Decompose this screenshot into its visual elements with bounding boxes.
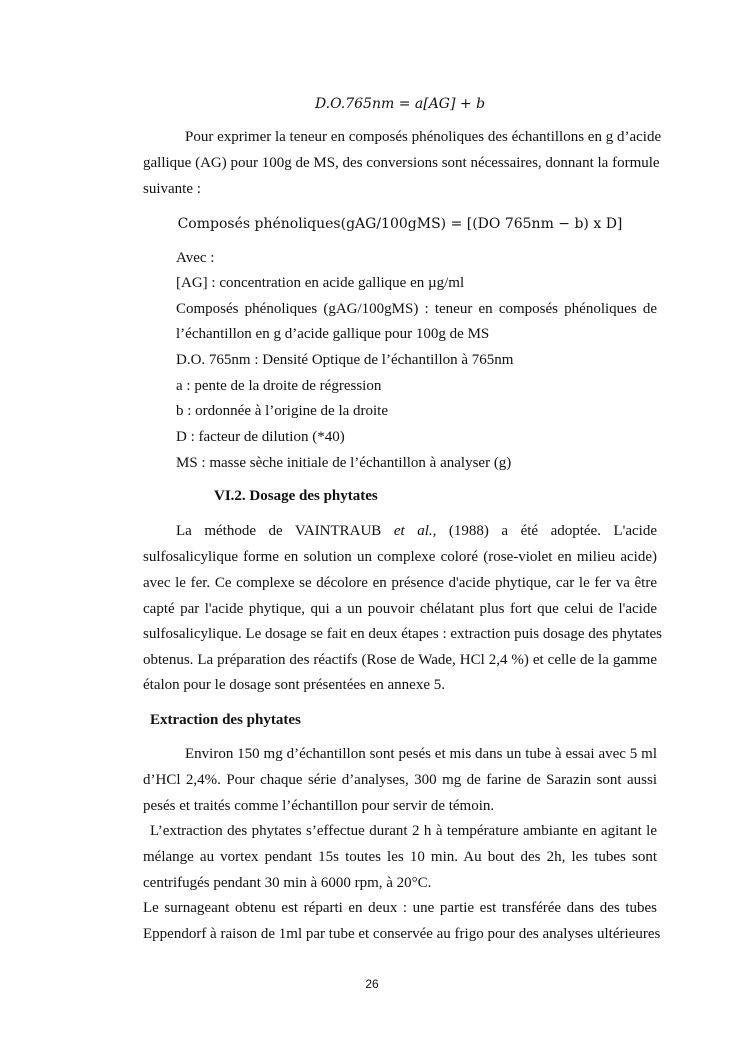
para2-line: étalon pour le dosage sont présentées en annexe 5. <box>143 677 445 693</box>
equation-do: D.O.765nm = a[AG] + b <box>314 96 486 112</box>
para2-line <box>176 522 657 540</box>
definition-line: b : ordonnée à l’origine de la droite <box>176 403 389 419</box>
para2-line: capté par l'acide phytique, qui a un pouvoir chélatant plus fort que celui de l'acide <box>143 601 657 617</box>
para1-line: suivante : <box>143 181 201 197</box>
definition-line: l’échantillon en g d’acide gallique pour 100g de MS <box>176 326 490 342</box>
para3-line: pesés et traités comme l’échantillon pour servir de témoin. <box>143 798 495 814</box>
para3-line: d’HCl 2,4%. Pour chaque série d’analyses, 300 mg de farine de Sarazin sont aussi <box>143 772 657 788</box>
page-number: 26 <box>365 977 379 991</box>
definition-line: MS : masse sèche initiale de l’échantillon à analyser (g) <box>176 455 512 471</box>
section-heading: VI.2. Dosage des phytates <box>214 488 378 504</box>
text: (1988) a été adoptée. L'acide <box>436 523 657 539</box>
equation-phenolics: Composés phénoliques(gAG/100gMS) = [(DO 765nm − b) x D] <box>177 216 623 232</box>
para4-line: mélange au vortex pendant 15s toutes les 10 min. Au bout des 2h, les tubes sont <box>143 849 657 865</box>
definition-line: a : pente de la droite de régression <box>176 378 382 394</box>
para1-line: Pour exprimer la teneur en composés phénoliques des échantillons en g d’acide <box>185 129 662 145</box>
subsection-heading: Extraction des phytates <box>150 712 301 728</box>
para5-line: Eppendorf à raison de 1ml par tube et conservée au frigo pour des analyses ultérieures <box>143 926 661 942</box>
para2-line: avec le fer. Ce complexe se décolore en présence d'acide phytique, car le fer va être <box>143 575 657 591</box>
para2-line: sulfosalicylique. Le dosage se fait en deux étapes : extraction puis dosage des phytates <box>143 626 663 642</box>
text: La méthode de VAINTRAUB <box>176 523 394 539</box>
para4-line: centrifugés pendant 30 min à 6000 rpm, à 20°C. <box>143 875 432 891</box>
definition-line: D.O. 765nm : Densité Optique de l’échantillon à 765nm <box>176 352 514 368</box>
definition-line: Avec : <box>176 250 215 266</box>
para2-line: obtenus. La préparation des réactifs (Rose de Wade, HCl 2,4 %) et celle de la gamme <box>143 652 657 668</box>
para4-line: L’extraction des phytates s’effectue durant 2 h à température ambiante en agitant le <box>150 823 657 839</box>
text: et al., <box>393 523 437 539</box>
para3-line: Environ 150 mg d’échantillon sont pesés et mis dans un tube à essai avec 5 ml <box>185 746 657 762</box>
definition-line: [AG] : concentration en acide gallique en µg/ml <box>176 275 465 291</box>
para5-line: Le surnageant obtenu est réparti en deux : une partie est transférée dans des tubes <box>143 900 657 916</box>
para1-line: gallique (AG) pour 100g de MS, des conversions sont nécessaires, donnant la formule <box>143 155 660 171</box>
definition-line: D : facteur de dilution (*40) <box>176 429 345 445</box>
definition-line: Composés phénoliques (gAG/100gMS) : teneur en composés phénoliques de <box>176 301 657 317</box>
para2-line: sulfosalicylique forme en solution un complexe coloré (rose-violet en milieu acide) <box>143 549 657 565</box>
